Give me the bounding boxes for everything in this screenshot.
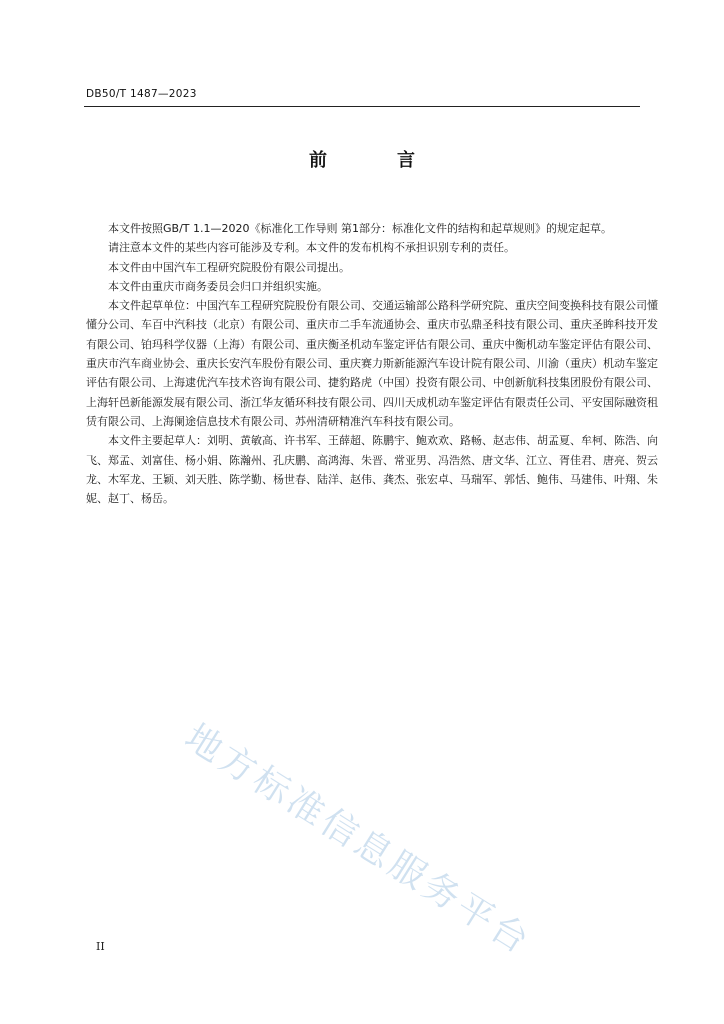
standard-code: DB50/T 1487—2023: [86, 88, 197, 100]
page-number: II: [96, 940, 105, 953]
watermark: 地方标准信息服务平台: [177, 716, 539, 964]
foreword-body: [86, 219, 658, 508]
page-title: 前 言: [309, 150, 441, 171]
paragraph-proposer: 本文件由中国汽车工程研究院股份有限公司提出。: [108, 260, 350, 274]
header-divider: [84, 106, 640, 107]
paragraph-drafters: 本文件主要起草人：刘明、黄敏高、许书军、王薛超、陈鹏宇、鲍欢欢、路畅、赵志伟、胡孟夏、牟柯、陈浩、向飞、郑孟、刘富佳、杨小娟、陈瀚州、孔庆鹏、高鸿海、朱晋、常亚男、冯浩然、唐文华、江立、胥佳君、唐亮、贺云龙、木军龙、王颖、刘天胜、陈学勤、杨世春、陆洋、赵伟、龚杰、张宏卓、马瑞军、郭恬、鲍伟、马建伟、叶翔、朱妮、赵丁、杨岳。: [86, 434, 658, 506]
paragraph-patent-notice: 请注意本文件的某些内容可能涉及专利。本文件的发布机构不承担识别专利的责任。: [108, 241, 515, 255]
paragraph-drafting-rule: 本文件按照GB/T 1.1—2020《标准化工作导则 第1部分：标准化文件的结构和起草规则》的规定起草。: [108, 222, 612, 235]
paragraph-administrator: 本文件由重庆市商务委员会归口并组织实施。: [108, 279, 328, 293]
paragraph-drafting-units: 本文件起草单位：中国汽车工程研究院股份有限公司、交通运输部公路科学研究院、重庆空间变换科技有限公司懂懂分公司、车百中汽科技（北京）有限公司、重庆市二手车流通协会、重庆市弘鼎圣科技有限公司、重庆圣眸科技开发有限公司、铂玛科学仪器（上海）有限公司、重庆衡圣机动车鉴定评估有限公司、重庆中衡机动车鉴定评估有限公司、重庆市汽车商业协会、重庆长安汽车股份有限公司、重庆赛力斯新能源汽车设计院有限公司、川渝（重庆）机动车鉴定评估有限公司、上海逮优汽车技术咨询有限公司、捷豹路虎（中国）投资有限公司、中创新航科技集团股份有限公司、上海轩邑新能源发展有限公司、浙江华友循环科技有限公司、四川天成机动车鉴定评估有限责任公司、平安国际融资租赁有限公司、上海阑途信息技术有限公司、苏州清研精准汽车科技有限公司。: [86, 299, 658, 428]
